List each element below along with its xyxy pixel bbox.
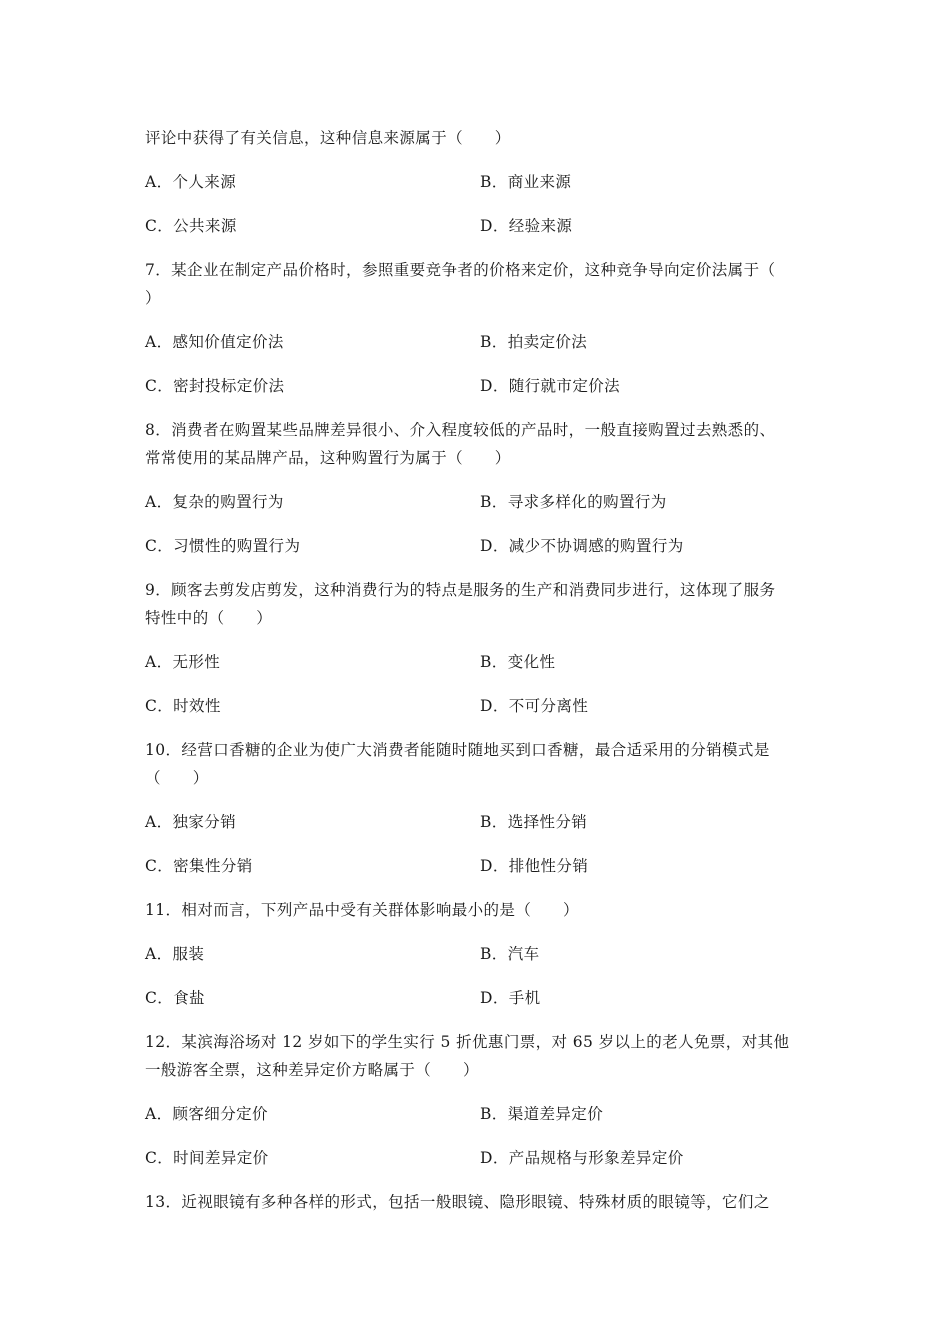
q12-stem-line2: 一般游客全票，这种差异定价方略属于（ ） xyxy=(145,1061,479,1079)
q9-option-b: B．变化性 xyxy=(480,653,556,671)
q8-stem-line2: 常常使用的某品牌产品，这种购置行为属于（ ） xyxy=(145,449,511,467)
q9-stem-line1: 9．顾客去剪发店剪发，这种消费行为的特点是服务的生产和消费同步进行，这体现了服务 xyxy=(145,581,776,599)
q8-option-a: A．复杂的购置行为 xyxy=(145,493,284,511)
q10-option-b: B．选择性分销 xyxy=(480,813,588,831)
q8-option-d: D．减少不协调感的购置行为 xyxy=(480,537,684,555)
q10-option-c: C．密集性分销 xyxy=(145,857,253,875)
q10-option-a: A．独家分销 xyxy=(145,813,237,831)
q12-option-d: D．产品规格与形象差异定价 xyxy=(480,1149,684,1167)
q11-stem: 11．相对而言，下列产品中受有关群体影响最小的是（ ） xyxy=(145,901,579,919)
q6-stem-cont: 评论中获得了有关信息，这种信息来源属于（ ） xyxy=(145,129,511,147)
q6-option-b: B．商业来源 xyxy=(480,173,572,191)
q7-option-d: D．随行就市定价法 xyxy=(480,377,621,395)
q10-stem-line1: 10．经营口香糖的企业为使广大消费者能随时随地买到口香糖，最合适采用的分销模式是 xyxy=(145,741,770,759)
q10-stem-line2: （ ） xyxy=(145,769,209,787)
q11-option-c: C．食盐 xyxy=(145,989,205,1007)
q11-option-b: B．汽车 xyxy=(480,945,540,963)
q12-option-b: B．渠道差异定价 xyxy=(480,1105,604,1123)
q12-stem-line1: 12．某滨海浴场对 12 岁如下的学生实行 5 折优惠门票，对 65 岁以上的老人免票，对其他 xyxy=(145,1033,790,1051)
q13-stem-line1: 13．近视眼镜有多种各样的形式，包括一般眼镜、隐形眼镜、特殊材质的眼镜等，它们之 xyxy=(145,1193,770,1211)
q6-option-d: D．经验来源 xyxy=(480,217,573,235)
q11-option-d: D．手机 xyxy=(480,989,541,1007)
q7-stem-line2: ） xyxy=(145,289,161,307)
q7-option-a: A．感知价值定价法 xyxy=(145,333,284,351)
q6-option-a: A．个人来源 xyxy=(145,173,237,191)
q12-option-c: C．时间差异定价 xyxy=(145,1149,269,1167)
q7-option-c: C．密封投标定价法 xyxy=(145,377,285,395)
q8-option-b: B．寻求多样化的购置行为 xyxy=(480,493,667,511)
q8-option-c: C．习惯性的购置行为 xyxy=(145,537,301,555)
q8-stem-line1: 8．消费者在购置某些品牌差异很小、介入程度较低的产品时，一般直接购置过去熟悉的、 xyxy=(145,421,776,439)
q7-option-b: B．拍卖定价法 xyxy=(480,333,588,351)
q10-option-d: D．排他性分销 xyxy=(480,857,589,875)
q7-stem-line1: 7．某企业在制定产品价格时，参照重要竞争者的价格来定价，这种竞争导向定价法属于（ xyxy=(145,261,776,279)
q9-option-c: C．时效性 xyxy=(145,697,221,715)
q11-option-a: A．服装 xyxy=(145,945,205,963)
q6-option-c: C．公共来源 xyxy=(145,217,237,235)
q9-option-d: D．不可分离性 xyxy=(480,697,589,715)
q9-option-a: A．无形性 xyxy=(145,653,221,671)
q9-stem-line2: 特性中的（ ） xyxy=(145,609,273,627)
q12-option-a: A．顾客细分定价 xyxy=(145,1105,268,1123)
